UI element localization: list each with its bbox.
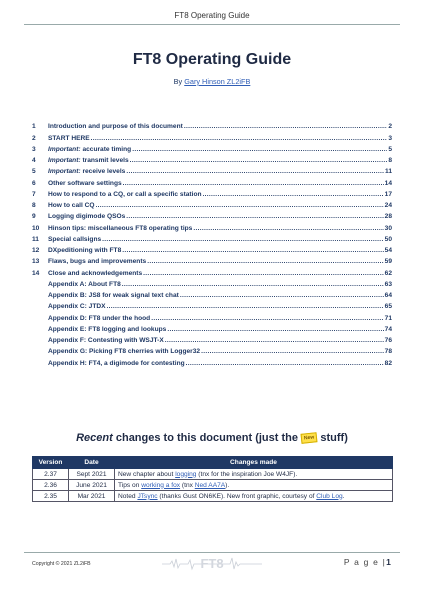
change-text: (thanks Gust ON6KE). New front graphic, courtesy of: [157, 492, 317, 500]
toc-entry-text: How to call CQ: [48, 202, 95, 209]
toc-entry-number: 4: [32, 157, 36, 164]
toc-entry-text: Appendix H: FT4, a digimode for contesting: [48, 359, 185, 367]
toc-dot-leader: [193, 225, 383, 232]
toc-entry-page: 30: [384, 224, 392, 232]
toc-entry-page: 71: [384, 314, 392, 322]
toc-entry[interactable]: [32, 265, 392, 276]
toc-entry-text: Special callsigns: [48, 235, 102, 243]
toc-entry-number: 5: [32, 168, 36, 176]
byline: [0, 77, 424, 86]
toc-entry-page: 5: [388, 145, 392, 153]
toc-entry-label: [48, 360, 185, 367]
toc-dot-leader: [180, 292, 384, 299]
ft8-waveform-logo: [162, 553, 262, 573]
toc-entry-text: START HERE: [48, 134, 90, 142]
copyright-notice: Copyright © 2021 ZL2iFB: [32, 561, 91, 567]
changes-table: [32, 456, 393, 502]
toc-entry-number: 12: [32, 247, 40, 254]
toc-entry-page: 11: [385, 168, 392, 176]
toc-entry-page: 24: [384, 202, 392, 209]
toc-entry-page: 28: [384, 213, 392, 221]
toc-entry-label: [48, 258, 146, 265]
toc-entry[interactable]: [32, 119, 392, 130]
toc-entry-number: 6: [32, 179, 36, 187]
toc-entry-label: [48, 225, 192, 232]
toc-entry-label: [48, 303, 106, 310]
toc-entry-page: 78: [384, 348, 392, 356]
toc-entry[interactable]: [32, 322, 392, 333]
toc-entry-page: 14: [384, 179, 392, 187]
toc-dot-leader: [96, 202, 384, 209]
toc-entry-label: [48, 202, 95, 209]
toc-entry[interactable]: [32, 130, 392, 141]
change-text: .: [342, 492, 345, 500]
toc-entry[interactable]: [32, 243, 392, 254]
col-header-changes: Changes made: [115, 457, 393, 469]
toc-entry-number: 7: [32, 190, 36, 198]
toc-entry-text: Appendix G: Picking FT8 cherries with Logger32: [48, 348, 201, 356]
change-text: ).: [225, 481, 230, 489]
toc-entry-label: [48, 247, 121, 254]
change-link[interactable]: working a fox: [141, 481, 181, 489]
toc-entry-page: 62: [384, 269, 392, 277]
toc-entry-emphasis: Important:: [48, 145, 81, 153]
page-label: P a g e |: [343, 557, 387, 567]
changes-table-row: [33, 491, 393, 502]
toc-entry-text: Introduction and purpose of this document: [48, 123, 183, 131]
toc-entry-page: 8: [388, 157, 392, 164]
toc-entry[interactable]: [32, 277, 392, 288]
col-header-version: Version: [33, 457, 69, 469]
toc-dot-leader: [167, 326, 383, 333]
page-number: [344, 557, 392, 567]
toc-entry-text: Appendix E: FT8 logging and lookups: [48, 325, 167, 333]
toc-entry[interactable]: [32, 142, 392, 153]
toc-dot-leader: [126, 168, 384, 175]
header-rule: [24, 24, 400, 25]
toc-entry-number: 14: [32, 269, 40, 277]
change-link[interactable]: Club Log: [316, 492, 343, 500]
toc-entry-text: Appendix B: JS8 for weak signal text chat: [48, 292, 179, 299]
changes-cell: [115, 469, 393, 480]
toc-entry-label: [48, 292, 179, 299]
toc-entry[interactable]: [32, 355, 392, 366]
toc-dot-leader: [107, 303, 384, 310]
toc-dot-leader: [165, 337, 384, 344]
toc-entry-label: [48, 270, 142, 277]
toc-entry-label: [48, 123, 183, 130]
toc-entry-page: 59: [384, 258, 392, 266]
toc-dot-leader: [132, 146, 387, 153]
toc-entry-label: [48, 348, 200, 355]
toc-entry-page: 64: [384, 292, 392, 299]
toc-entry-number: 3: [32, 145, 36, 153]
changes-table-header-row: [33, 457, 393, 469]
toc-entry-label: [48, 315, 150, 322]
toc-entry[interactable]: [32, 164, 392, 175]
changes-table-row: [33, 469, 393, 480]
change-link[interactable]: logging: [175, 470, 197, 478]
toc-dot-leader: [123, 180, 384, 187]
toc-entry[interactable]: [32, 344, 392, 355]
toc-entry-text: Logging digimode QSOs: [48, 213, 126, 221]
toc-entry-page: 65: [384, 303, 392, 311]
toc-entry[interactable]: [32, 153, 392, 164]
toc-entry-page: 50: [384, 235, 392, 243]
toc-entry-text: Appendix F: Contesting with WSJT-X: [48, 337, 164, 344]
toc-entry-number: 8: [32, 202, 36, 209]
toc-entry-number: 9: [32, 213, 36, 221]
toc-dot-leader: [122, 247, 383, 254]
toc-entry-page: 2: [388, 123, 392, 131]
changes-heading-end: stuff): [317, 432, 348, 444]
change-link[interactable]: Ned AA7A: [194, 481, 226, 489]
toc-dot-leader: [122, 281, 384, 288]
toc-entry-label: [48, 191, 202, 198]
toc-dot-leader: [143, 270, 383, 277]
date-cell: Mar 2021: [69, 491, 115, 502]
toc-dot-leader: [147, 258, 383, 265]
logo-text: FT8: [200, 556, 224, 571]
toc-entry[interactable]: [32, 299, 392, 310]
toc-entry-text: Flaws, bugs and improvements: [48, 258, 147, 266]
toc-dot-leader: [186, 360, 384, 367]
toc-entry[interactable]: [32, 232, 392, 243]
toc-entry-label: [48, 157, 129, 164]
toc-entry[interactable]: [32, 254, 392, 265]
document-title: FT8 Operating Guide: [132, 51, 292, 68]
toc-dot-leader: [91, 135, 388, 142]
toc-entry-number: 10: [32, 224, 40, 232]
toc-entry-label: [48, 168, 125, 175]
toc-entry-text: Other software settings: [48, 179, 122, 187]
change-link[interactable]: JTsync: [137, 492, 158, 500]
toc-entry-label: [48, 135, 90, 142]
change-text: (tnx: [180, 481, 195, 489]
toc-entry-label: [48, 337, 164, 344]
toc-dot-leader: [126, 213, 383, 220]
toc-dot-leader: [151, 315, 383, 322]
toc-entry[interactable]: [32, 187, 392, 198]
change-text: Noted: [118, 492, 138, 500]
toc-entry-page: 17: [384, 190, 392, 198]
toc-dot-leader: [201, 348, 384, 355]
version-cell: 2.37: [33, 469, 69, 480]
toc-entry-label: [48, 146, 131, 153]
toc-entry-page: 82: [384, 359, 392, 367]
date-cell: Sept 2021: [69, 469, 115, 480]
toc-entry-page: 76: [384, 337, 392, 344]
toc-entry-number: 13: [32, 258, 40, 266]
toc-entry-text: receive levels: [80, 168, 126, 176]
toc-entry-number: 11: [32, 235, 39, 243]
table-of-contents: [32, 119, 392, 367]
changes-table-row: [33, 480, 393, 491]
toc-entry[interactable]: [32, 209, 392, 220]
toc-entry-text: Appendix C: JTDX: [48, 303, 106, 311]
toc-entry[interactable]: [32, 310, 392, 321]
toc-entry-label: [48, 281, 121, 288]
toc-entry-label: [48, 326, 166, 333]
toc-entry-text: transmit levels: [80, 157, 129, 164]
date-cell: June 2021: [69, 480, 115, 491]
toc-entry-page: 3: [388, 134, 392, 142]
toc-entry[interactable]: [32, 175, 392, 186]
toc-entry-text: Appendix A: About FT8: [48, 280, 121, 288]
toc-entry-text: How to respond to a CQ, or call a specific station: [48, 190, 202, 198]
toc-dot-leader: [184, 123, 388, 130]
toc-entry-label: [48, 213, 125, 220]
new-badge-icon: New: [301, 432, 318, 444]
toc-entry-text: Close and acknowledgements: [48, 269, 143, 277]
toc-entry[interactable]: [32, 333, 392, 344]
version-cell: 2.36: [33, 480, 69, 491]
byline-prefix: By: [173, 77, 185, 86]
change-text: New chapter about: [118, 470, 176, 478]
page-number-value: 1: [386, 557, 392, 567]
toc-entry[interactable]: [32, 220, 392, 231]
toc-entry-text: accurate timing: [80, 145, 132, 153]
running-header: FT8 Operating Guide: [174, 11, 250, 20]
toc-entry[interactable]: [32, 288, 392, 299]
toc-entry-emphasis: Important:: [48, 157, 81, 164]
toc-entry-page: 74: [384, 325, 392, 333]
toc-entry-page: 63: [384, 280, 392, 288]
changes-heading: [0, 432, 424, 444]
change-text: Tips on: [118, 481, 142, 489]
author-link[interactable]: Gary Hinson ZL2iFB: [184, 77, 251, 86]
toc-entry-text: DXpeditioning with FT8: [48, 247, 122, 254]
version-cell: 2.35: [33, 491, 69, 502]
toc-dot-leader: [203, 191, 384, 198]
toc-entry-number: 1: [32, 123, 36, 131]
toc-entry-label: [48, 180, 122, 187]
toc-entry[interactable]: [32, 198, 392, 209]
toc-entry-label: [48, 236, 101, 243]
toc-dot-leader: [102, 236, 384, 243]
changes-heading-text: changes to this document (just the: [112, 432, 302, 444]
col-header-date: Date: [69, 457, 115, 469]
toc-dot-leader: [130, 157, 388, 164]
changes-cell: [115, 491, 393, 502]
toc-entry-text: Hinson tips: miscellaneous FT8 operating tips: [48, 224, 193, 232]
toc-entry-emphasis: Important:: [48, 168, 81, 176]
toc-entry-number: 2: [32, 134, 36, 142]
changes-cell: [115, 480, 393, 491]
toc-entry-text: Appendix D: FT8 under the hood: [48, 314, 151, 322]
toc-entry-page: 54: [384, 247, 392, 254]
changes-heading-em: Recent: [76, 432, 113, 444]
change-text: (tnx for the inspiration Joe W4JF).: [196, 470, 298, 478]
